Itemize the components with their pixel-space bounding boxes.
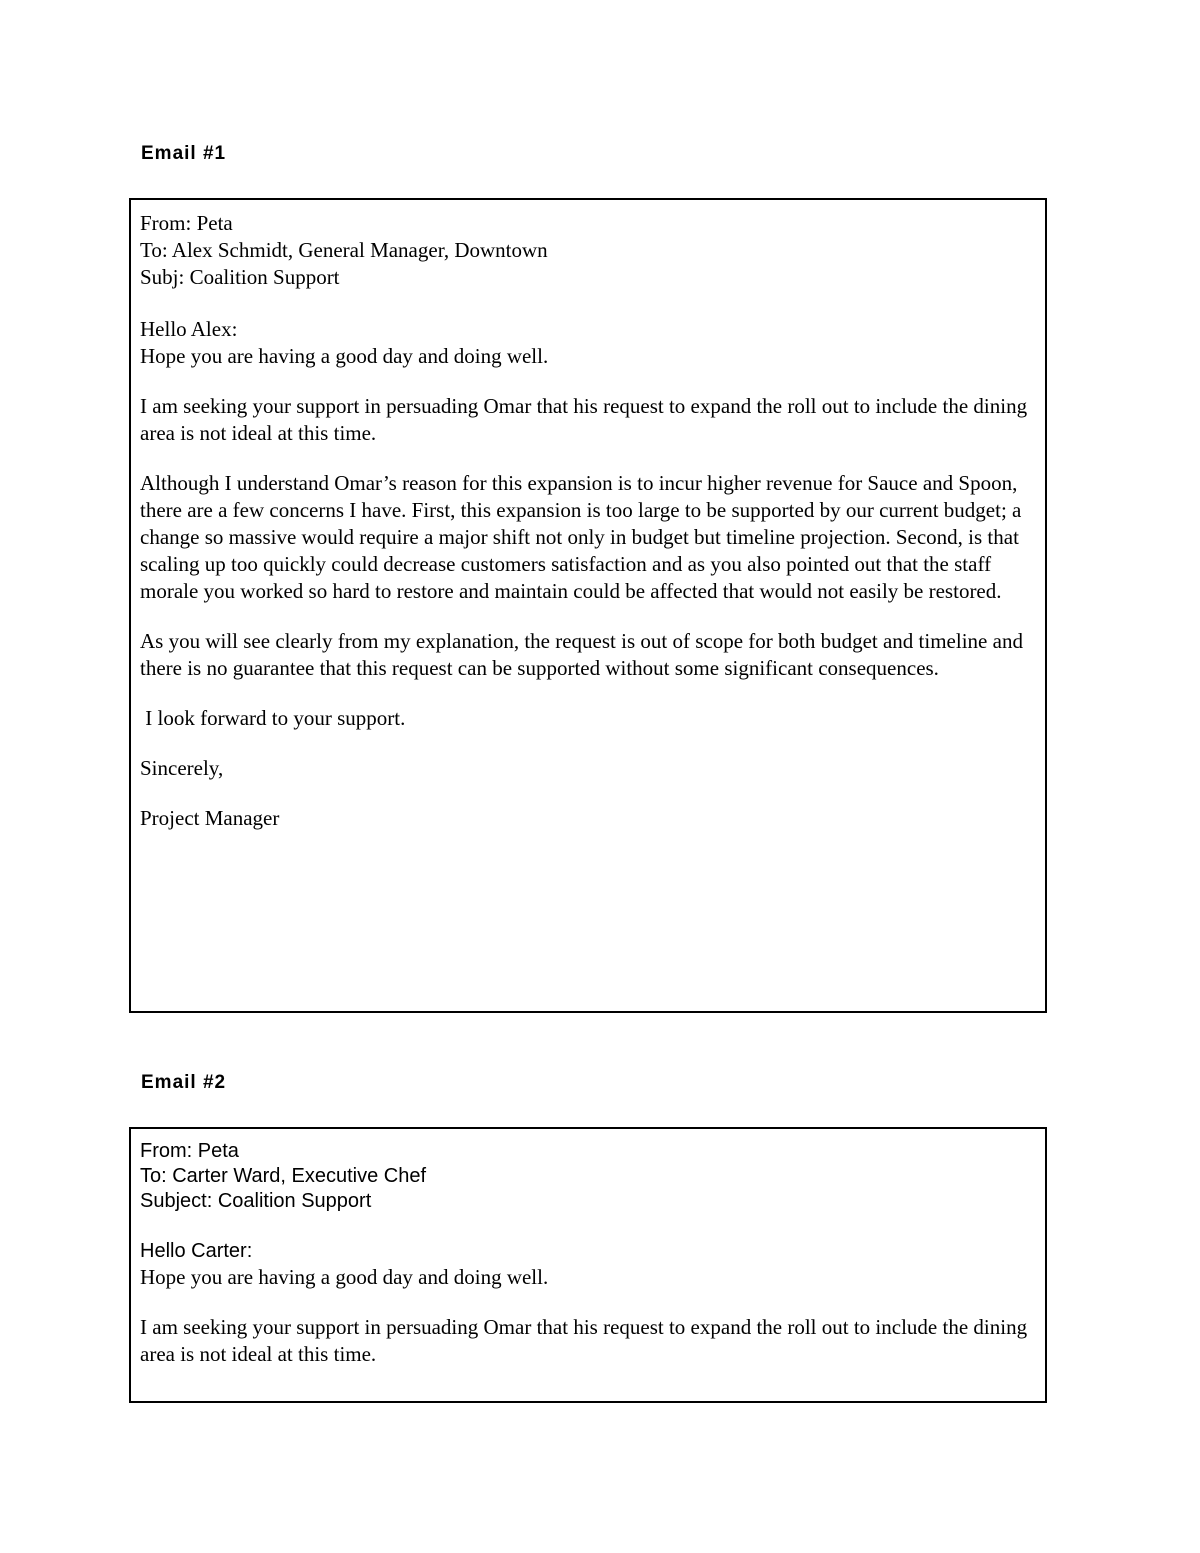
email-1-sign-off: Sincerely, xyxy=(140,756,224,780)
email-1-greeting-block xyxy=(140,316,1035,370)
email-1-box xyxy=(129,198,1047,1013)
email-2-opening: Hope you are having a good day and doing well. xyxy=(140,1265,549,1289)
email-1-closing-line: I look forward to your support. xyxy=(140,706,406,730)
email-2-greeting: Hello Carter: xyxy=(140,1240,253,1262)
email-1-opening: Hope you are having a good day and doing well. xyxy=(140,344,549,368)
email-2-from: From: Peta xyxy=(140,1140,239,1162)
email-1-heading: Email #1 xyxy=(141,143,227,164)
email-2-header xyxy=(140,1139,1035,1214)
email-1-paragraph: I am seeking your support in persuading Omar that his request to expand the roll out to include the dining area is not ideal at this time. xyxy=(140,394,1028,445)
email-1-header xyxy=(140,210,1035,291)
email-2-paragraph: I am seeking your support in persuading Omar that his request to expand the roll out to include the dining area is not ideal at this time. xyxy=(140,1315,1028,1366)
email-2-box xyxy=(129,1127,1047,1403)
email-1-paragraph: As you will see clearly from my explanation, the request is out of scope for both budget and timeline and there is no guarantee that this request can be supported without some significant consequences. xyxy=(140,629,1023,680)
email-1-subject: Subj: Coalition Support xyxy=(140,265,340,289)
email-2-heading: Email #2 xyxy=(141,1072,227,1093)
email-1-greeting: Hello Alex: xyxy=(140,317,238,341)
email-1-to: To: Alex Schmidt, General Manager, Downtown xyxy=(140,238,548,262)
email-2-subject: Subject: Coalition Support xyxy=(140,1190,372,1212)
email-2-greeting-block xyxy=(140,1239,1035,1291)
email-1-paragraph: Although I understand Omar’s reason for this expansion is to incur higher revenue for Sauce and Spoon, there are a few concerns I have. First, this expansion is too large to be supported by our current budget; a change so massive would require a major shift not only in budget but timeline projection. Second, is that scaling up too quickly could decrease customers satisfaction and as you also pointed out that the staff morale you worked so hard to restore and maintain could be affected that would not easily be restored. xyxy=(140,471,1022,603)
email-2-to: To: Carter Ward, Executive Chef xyxy=(140,1165,427,1187)
email-1-signature: Project Manager xyxy=(140,806,280,830)
email-1-from: From: Peta xyxy=(140,211,233,235)
